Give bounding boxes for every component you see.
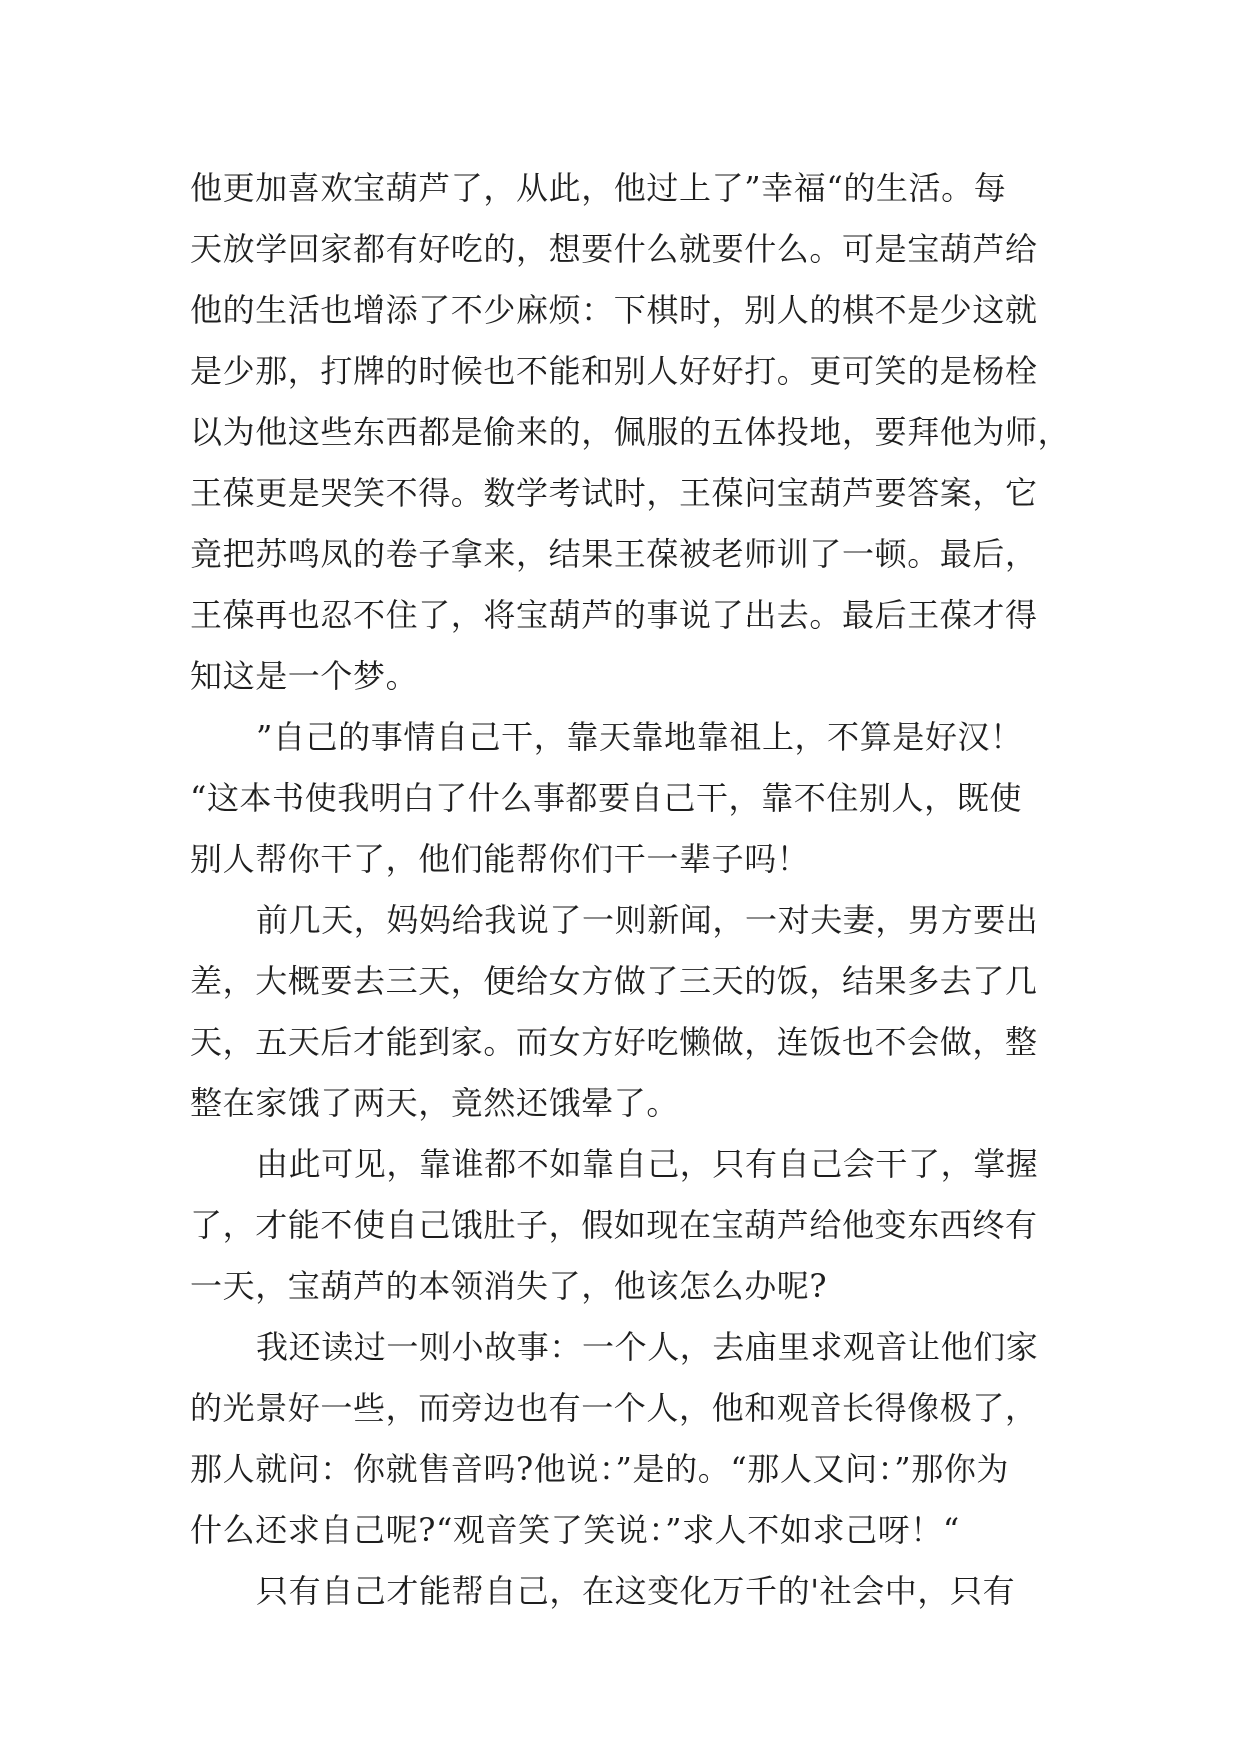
text-line: 那人就问：你就售音吗?他说：”是的。“那人又问：”那你为 [190,1450,1010,1488]
text-line: 天，五天后才能到家。而女方好吃懒做，连饭也不会做，整 [190,1023,1038,1061]
text-line: 由此可见，靠谁都不如靠自己，只有自己会干了，掌握 [256,1145,1039,1183]
text-line: 知这是一个梦。 [190,657,419,695]
text-line: 整在家饿了两天，竟然还饿晕了。 [190,1084,680,1122]
text-line: 竟把苏鸣凤的卷子拿来，结果王葆被老师训了一顿。最后， [190,535,1038,573]
text-line: 了，才能不使自己饿肚子，假如现在宝葫芦给他变东西终有 [190,1206,1038,1244]
text-line: 只有自己才能帮自己，在这变化万千的'社会中，只有 [256,1572,1016,1610]
text-line: 一天，宝葫芦的本领消失了，他该怎么办呢? [190,1267,828,1305]
text-line: 我还读过一则小故事：一个人，去庙里求观音让他们家 [256,1328,1039,1366]
text-line: 差，大概要去三天，便给女方做了三天的饭，结果多去了几 [190,962,1038,1000]
document-body [190,158,1070,1622]
paragraph [190,1134,1070,1317]
paragraph [190,158,1070,707]
text-line: 王葆更是哭笑不得。数学考试时，王葆问宝葫芦要答案，它 [190,474,1038,512]
text-line: 什么还求自己呢?“观音笑了笑说：”求人不如求己呀！“ [190,1511,960,1549]
text-line: 天放学回家都有好吃的，想要什么就要什么。可是宝葫芦给 [190,230,1038,268]
paragraph [190,890,1070,1134]
text-line: 的光景好一些，而旁边也有一个人，他和观音长得像极了， [190,1389,1038,1427]
text-line: 是少那，打牌的时候也不能和别人好好打。更可笑的是杨栓 [190,352,1038,390]
text-line: 他更加喜欢宝葫芦了，从此，他过上了”幸福“的生活。每 [190,169,1007,207]
paragraph [190,1317,1070,1561]
paragraph [190,707,1070,890]
text-line: 以为他这些东西都是偷来的，佩服的五体投地，要拜他为师， [190,413,1071,451]
paragraph [190,1561,1070,1622]
text-line: 前几天，妈妈给我说了一则新闻，一对夫妻，男方要出 [256,901,1039,939]
text-line: 王葆再也忍不住了，将宝葫芦的事说了出去。最后王葆才得 [190,596,1038,634]
text-line: 别人帮你干了，他们能帮你们干一辈子吗！ [190,840,810,878]
text-line: “这本书使我明白了什么事都要自己干，靠不住别人，既使 [190,779,1022,817]
text-line: 他的生活也增添了不少麻烦：下棋时，别人的棋不是少这就 [190,291,1038,329]
text-line: ”自己的事情自己干，靠天靠地靠祖上，不算是好汉！ [256,718,1023,756]
